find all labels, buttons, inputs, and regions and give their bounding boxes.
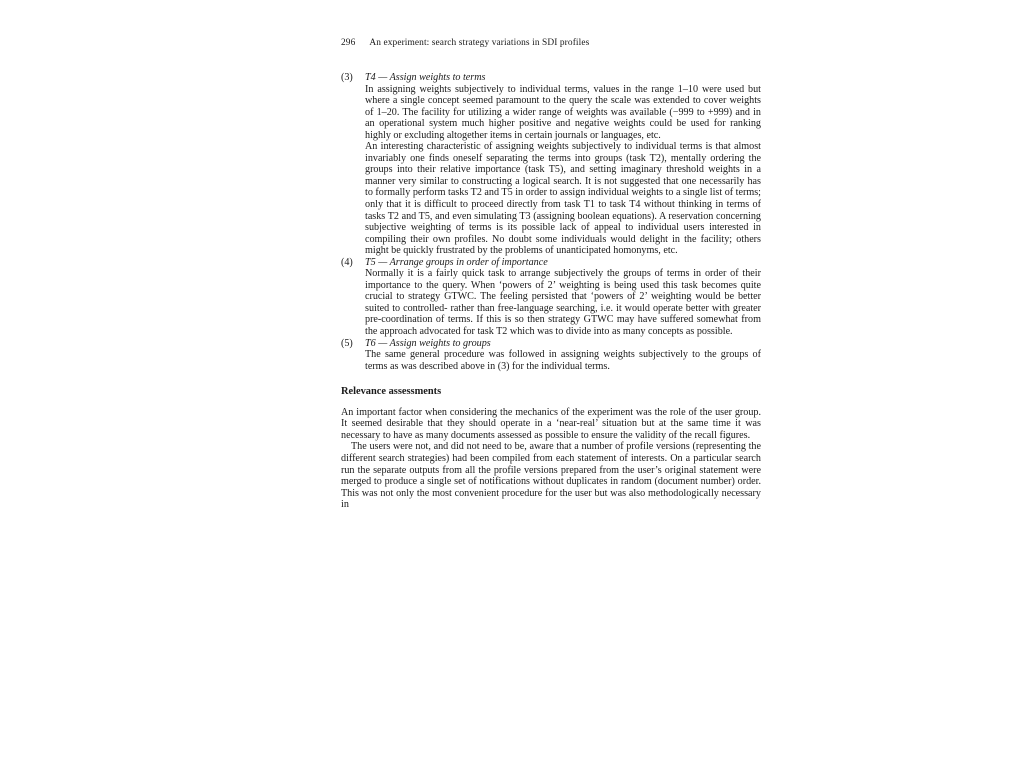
list-item [341,257,761,338]
paragraph: The same general procedure was followed in assigning weights subjectively to the groups of terms as was described above in (3) for the individual terms. [365,349,761,372]
item-heading: T4 — Assign weights to terms [365,72,486,83]
item-number: (5) [341,337,353,349]
item-number: (3) [341,72,353,83]
item-number: (4) [341,256,353,268]
running-title: An experiment: search strategy variations in SDI profiles [369,38,590,48]
section-heading: Relevance assessments [341,386,442,398]
list-item [341,72,761,257]
paragraph: Normally it is a fairly quick task to arrange subjectively the groups of terms in order of their importance to the query. When ‘powers of 2’ weighting is being used this task becomes quite crucial to strategy GTWC. The feeling persisted that ‘powers of 2’ weighting would be better suited to controlled- rather than free-language searching, i.e. it would operate better with greater pre-coordination of terms. If this is so then strategy GTWC may have suffered somewhat from the approach advocated for task T2 which was to divide into as many concepts as possible. [365,268,761,338]
paragraph: The users were not, and did not need to be, aware that a number of profile versions (representing the different search strategies) had been compiled from each statement of interests. On a particular search run the separate outputs from all the profile versions prepared from the user’s original statement were merged to produce a single set of notifications without duplicates in random (document number) order. This was not only the most convenient procedure for the user but was also methodologically necessary in [341,441,761,511]
body-text [341,72,761,511]
item-heading: T5 — Arrange groups in order of importance [365,256,548,268]
paragraph: An interesting characteristic of assigning weights subjectively to individual terms is that almost invariably one finds oneself separating the terms into groups (task T2), mentally ordering the groups into their relative importance (task T5), and setting imaginary threshold weights in a manner very similar to constructing a logical search. It is not suggested that one necessarily has to formally perform tasks T2 and T5 in order to assign individual weights to a single list of terms; only that it is difficult to proceed directly from task T1 to task T4 without thinking in terms of tasks T2 and T5, and even simulating T3 (assigning boolean equations). A reservation concerning subjective weighting of terms is its possible lack of appeal to individual users interested in compiling their own profiles. No doubt some individuals would delight in the facility; others might be quickly frustrated by the problems of unanticipated homonyms, etc. [365,141,761,257]
list-item [341,338,761,373]
running-header [341,38,589,48]
book-page [341,38,761,763]
page-number: 296 [341,38,356,48]
item-heading: T6 — Assign weights to groups [365,337,491,349]
paragraph: An important factor when considering the mechanics of the experiment was the role of the user group. It seemed desirable that they should operate in a ‘near-real’ situation but at the same time it was necessary to have as many documents assessed as possible to ensure the validity of the recall figures. [341,406,761,441]
paragraph: In assigning weights subjectively to individual terms, values in the range 1–10 were used but where a single concept seemed paramount to the query the scale was extended to cover weights of 1–20. The facility for utilizing a wider range of weights was available (−999 to +999) and in an operational system much higher positive and negative weights could be used for ranking highly or excluding altogether items in certain journals or languages, etc. [365,83,761,141]
